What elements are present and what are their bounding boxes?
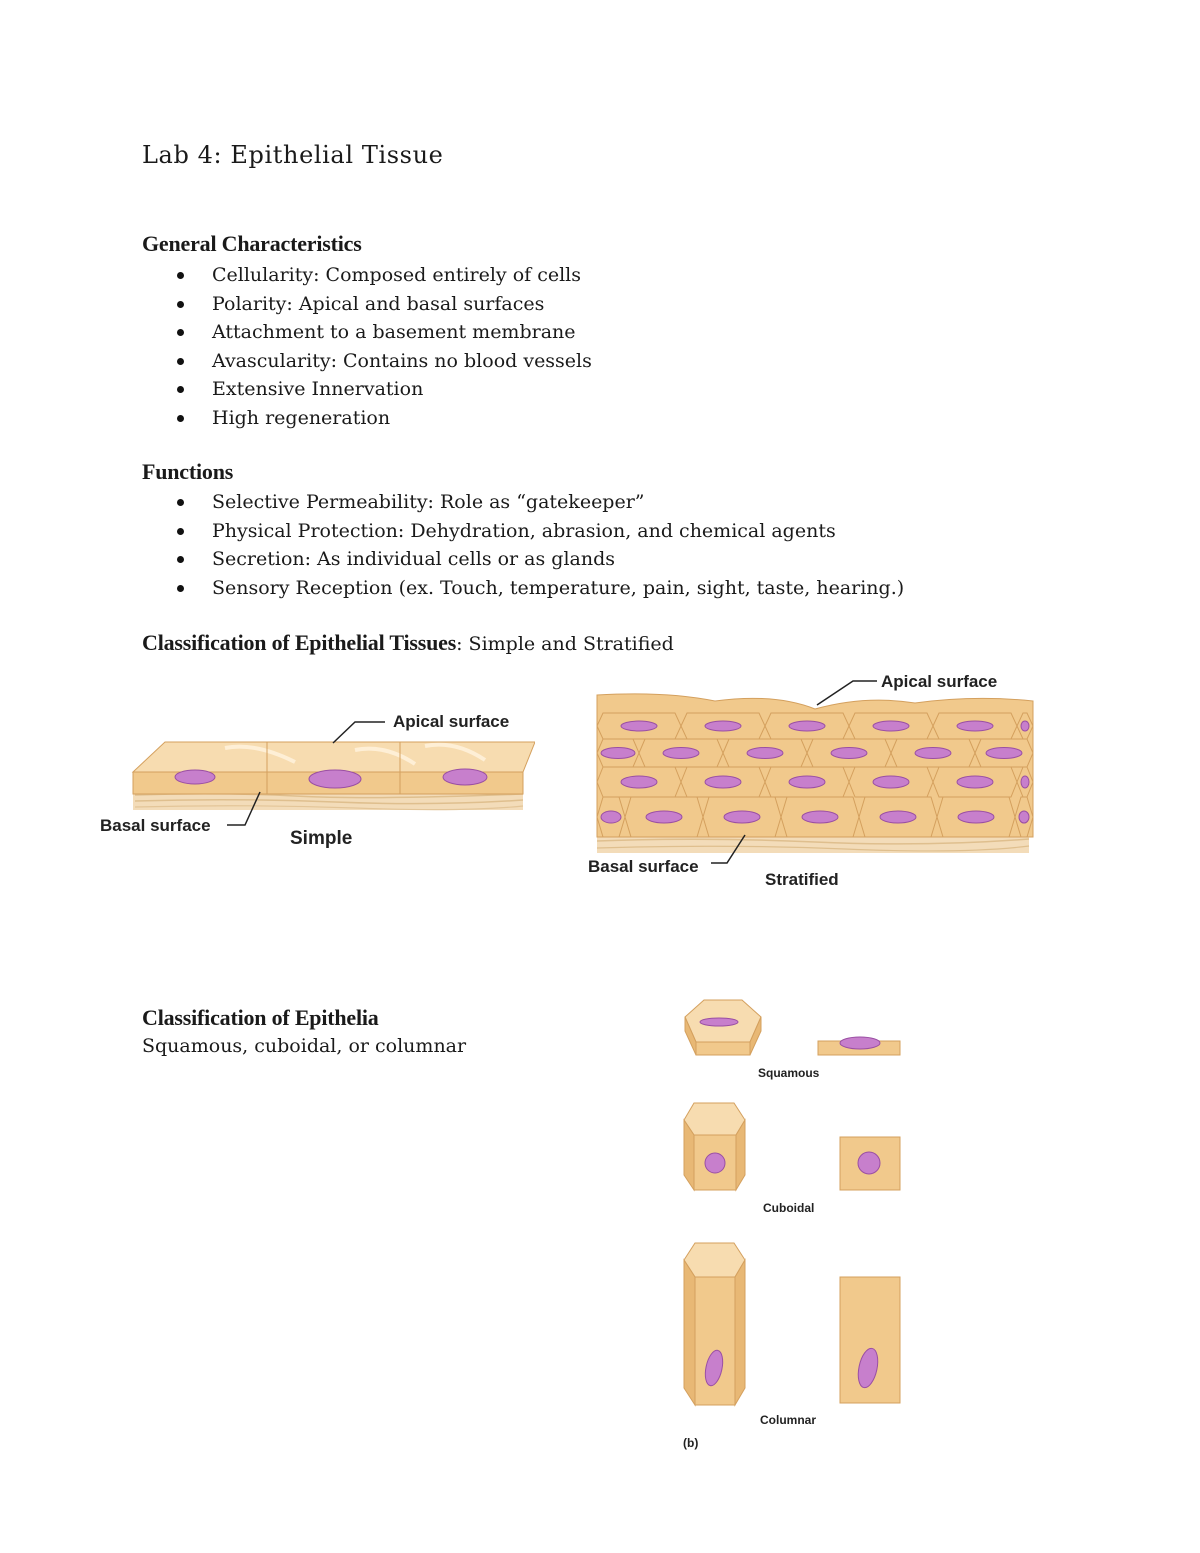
nucleus [621, 776, 657, 788]
nucleus [724, 811, 760, 823]
nucleus [1021, 721, 1029, 731]
nucleus [802, 811, 838, 823]
list-item: Extensive Innervation [142, 375, 592, 404]
nucleus [1021, 776, 1029, 788]
squamous-3d-cell [685, 1000, 761, 1055]
list-item: Avascularity: Contains no blood vessels [142, 347, 592, 376]
nucleus [880, 811, 916, 823]
basal-surface-label: Basal surface [588, 857, 699, 876]
list-item: Attachment to a basement membrane [142, 318, 592, 347]
nucleus [1019, 811, 1029, 823]
list-item: High regeneration [142, 404, 592, 433]
stratified-epithelium-figure [585, 665, 1040, 895]
stratified-caption: Stratified [765, 870, 839, 889]
list-item: Sensory Reception (ex. Touch, temperature, pain, sight, taste, hearing.) [142, 574, 904, 603]
apical-leader-line [333, 722, 385, 743]
nucleus [747, 748, 783, 759]
list-item: Selective Permeability: Role as “gatekeeper” [142, 488, 904, 517]
columnar-3d-cell [684, 1243, 745, 1405]
nucleus [957, 721, 993, 731]
basal-surface-label: Basal surface [100, 816, 211, 835]
nucleus [601, 811, 621, 823]
cuboidal-section [840, 1137, 900, 1190]
list-item: Cellularity: Composed entirely of cells [142, 261, 592, 290]
nucleus [986, 748, 1022, 759]
functions-heading: Functions [142, 459, 234, 484]
columnar-label: Columnar [760, 1413, 817, 1427]
classification-epithelia-heading: Classification of Epithelia [142, 1005, 379, 1030]
simple-cell-layer [133, 742, 535, 794]
nucleus [705, 721, 741, 731]
squamous-section [818, 1037, 900, 1055]
cell-shapes-figure [670, 995, 920, 1455]
nucleus [601, 748, 635, 759]
functions-list [142, 488, 904, 602]
cuboidal-3d-cell [684, 1103, 745, 1190]
panel-label: (b) [683, 1436, 699, 1450]
classification-tissues-heading [142, 630, 674, 656]
classification-tissues-suffix: : Simple and Stratified [456, 633, 674, 655]
nucleus [663, 748, 699, 759]
classification-epithelia-text: Squamous, cuboidal, or columnar [142, 1035, 467, 1057]
apical-surface-label: Apical surface [393, 712, 510, 731]
nucleus [915, 748, 951, 759]
squamous-label: Squamous [758, 1066, 820, 1080]
nucleus [705, 776, 741, 788]
nucleus [958, 811, 994, 823]
columnar-section [840, 1277, 900, 1403]
page-title: Lab 4: Epithelial Tissue [142, 141, 444, 169]
nucleus [646, 811, 682, 823]
general-characteristics-list [142, 261, 592, 432]
nucleus [957, 776, 993, 788]
nucleus [621, 721, 657, 731]
cuboidal-label: Cuboidal [763, 1201, 815, 1215]
nucleus [175, 770, 215, 784]
nucleus [873, 721, 909, 731]
simple-epithelium-figure [95, 700, 535, 860]
nucleus [789, 776, 825, 788]
nucleus [873, 776, 909, 788]
nucleus [831, 748, 867, 759]
classification-tissues-title: Classification of Epithelial Tissues [142, 630, 457, 655]
nucleus [789, 721, 825, 731]
nucleus [309, 770, 361, 788]
nucleus [443, 769, 487, 785]
apical-surface-label: Apical surface [881, 672, 998, 691]
list-item: Polarity: Apical and basal surfaces [142, 290, 592, 319]
general-characteristics-heading: General Characteristics [142, 231, 362, 256]
list-item: Secretion: As individual cells or as glands [142, 545, 904, 574]
list-item: Physical Protection: Dehydration, abrasion, and chemical agents [142, 517, 904, 546]
simple-caption: Simple [290, 828, 353, 849]
